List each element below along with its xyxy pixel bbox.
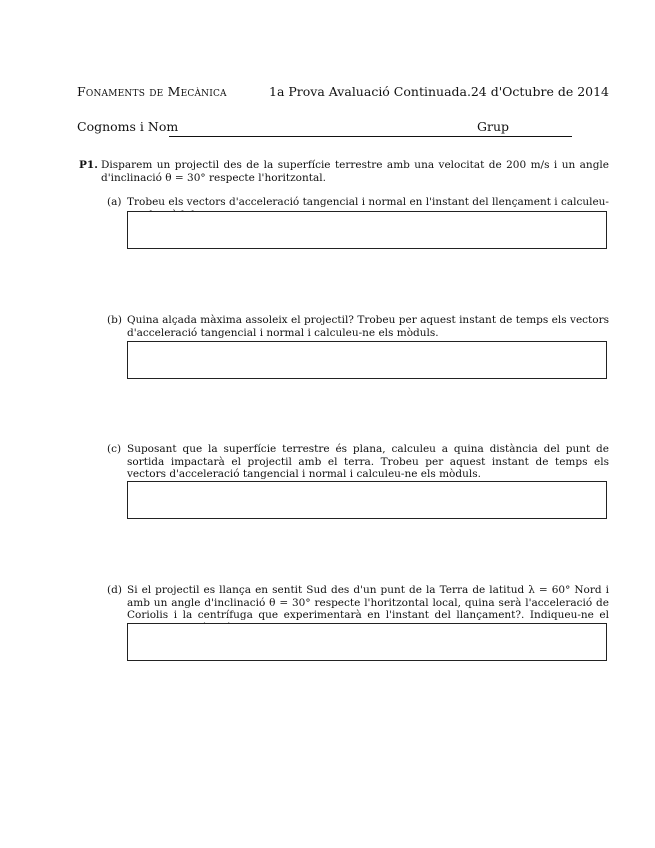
part-c — [107, 443, 609, 481]
problem-text: Disparem un projectil des de la superfície terrestre amb una velocitat de 200 m/s i un angle d'inclinació θ = 30° respecte l'horitzontal. — [101, 159, 609, 184]
exam-date: 24 d'Octubre de 2014 — [470, 84, 609, 99]
answer-box-d[interactable] — [127, 623, 607, 661]
exam-title: 1a Prova Avaluació Continuada. — [269, 84, 471, 99]
course-title: Fonaments de Mecànica — [77, 84, 227, 99]
answer-box-a[interactable] — [127, 211, 607, 249]
part-text: Suposant que la superfície terrestre és plana, calculeu a quina distància del punt de sortida impactarà el projectil amb el terra. Trobeu per aquest instant de temps els vectors d'acceleració tangencial i normal i calculeu-ne els mòduls. — [127, 443, 609, 480]
name-field[interactable] — [169, 136, 550, 137]
problem-statement — [79, 159, 609, 185]
name-label: Cognoms i Nom — [77, 119, 179, 134]
answer-box-c[interactable] — [127, 481, 607, 519]
part-text: Si el projectil es llança en sentit Sud des d'un punt de la Terra de latitud λ = 60° Nord i amb un angle d'inclinació θ = 30° respecte l'horitzontal local, quina serà l'acceleració de Coriolis i la centrífuga que experimentarà en l'instant del llançament?. Indiqueu-ne el — [127, 584, 609, 621]
answer-box-b[interactable] — [127, 341, 607, 379]
group-label: Grup — [477, 119, 510, 134]
part-label: (c) — [107, 443, 122, 455]
group-field[interactable] — [511, 136, 572, 137]
part-label: (b) — [107, 314, 122, 326]
part-label: (a) — [107, 196, 122, 208]
part-text: Trobeu els vectors d'acceleració tangencial i normal en l'instant del llençament i calculeu- — [127, 196, 609, 208]
part-label: (d) — [107, 584, 122, 596]
problem-number: P1. — [79, 159, 98, 171]
part-b — [107, 314, 609, 339]
exam-header — [77, 84, 609, 102]
student-info-row — [77, 119, 609, 141]
part-text: Quina alçada màxima assoleix el projectil? Trobeu per aquest instant de temps els vectors d'acceleració tangencial i normal i calculeu-ne els mòduls. — [127, 314, 609, 339]
